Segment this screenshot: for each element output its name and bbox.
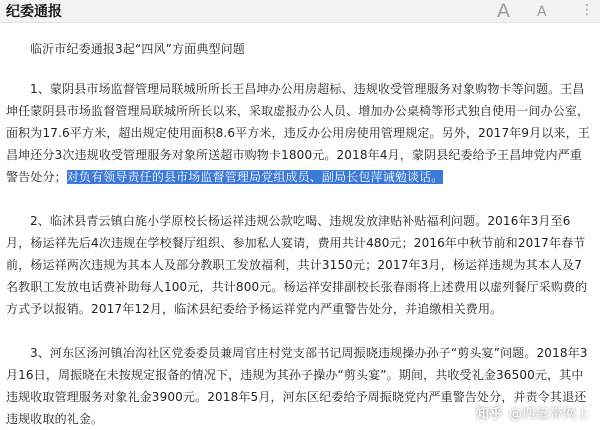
font-size-decrease-button[interactable]: A	[537, 4, 547, 20]
paragraph-1	[6, 78, 590, 188]
selected-text-highlight[interactable]: 对负有领导责任的县市场监督管理局党组成员、副局长包萍诫勉谈话。	[66, 170, 444, 184]
watermark	[476, 403, 590, 422]
top-bar	[0, 0, 600, 23]
paragraph-2-text: 2、临沭县青云镇白旄小学原校长杨运祥违规公款吃喝、违规发放津贴补贴福利问题。2016年3月至6月，杨运祥先后4次违规在学校餐厅组织、参加私人宴请，费用共计480元；2016年中秋节前和2017年春节前，杨运祥两次违规为其本人及部分教职工发放福利，共计3150元；2017年3月，杨运祥违规为其本人及7名教职工发放电话费补助每人100元，共计800元。杨运祥安排副校长张春雨将上述费用以虚列餐厅采购费的方式予以报销。2017年12月，临沭县纪委给予杨运祥党内严重警告处分，并追缴相关费用。	[6, 214, 588, 316]
paragraph-2	[6, 210, 590, 320]
page-title: 纪委通报	[6, 4, 62, 20]
font-size-increase-button[interactable]: A	[497, 0, 510, 22]
watermark-author: @四氟带网上	[508, 407, 590, 422]
watermark-site: 知乎	[475, 407, 503, 422]
more-options-icon[interactable]: ⋮	[580, 2, 594, 18]
article-heading: 临沂市纪委通报3起“四风”方面典型问题	[30, 42, 245, 56]
paragraph-3-text: 3、河东区汤河镇冶沟社区党委委员兼周官庄村党支部书记周振晓违规操办孙子“剪头宴”问题。2018年3月16日，周振晓在未按规定报备的情况下，违规为其孙子操办“剪头宴”。期间，共收受礼金36500元，其中违规收取管理服务对象礼金3900元。2018年5月，河东区纪委给予周振晓党内严重警告处分，并责令其退还违规收取的礼金。	[6, 346, 588, 426]
paragraph-1-text: 1、蒙阴县市场监督管理局联城所所长王昌坤办公用房超标、违规收受管理服务对象购物卡等问题。王昌坤任蒙阴县市场监督管理局联城所所长以来，采取虚报办公人员、增加办公桌椅等形式独自使用一间办公室，面积为17.6平方米，超出规定使用面积8.6平方米，违反办公用房使用管理规定。另外，2017年9月以来，王昌坤还分3次违规收受管理服务对象所送超市购物卡1800元。2018年4月，蒙阴县纪委给予王昌坤党内严重警告处分；	[6, 82, 590, 184]
